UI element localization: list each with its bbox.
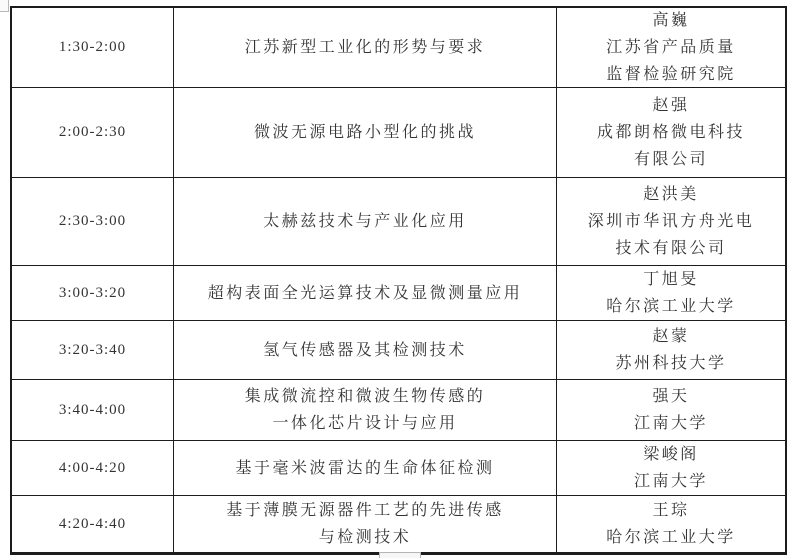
talk-title-cell bbox=[174, 321, 557, 380]
time-cell bbox=[12, 266, 174, 321]
time-text: 4:20-4:40 bbox=[58, 515, 127, 532]
title-line: 一体化芯片设计与应用 bbox=[272, 415, 458, 432]
speaker-affiliation-line: 江苏省产品质量 bbox=[606, 39, 736, 56]
speaker-cell bbox=[557, 380, 785, 441]
title-line: 超构表面全光运算技术及显微测量应用 bbox=[207, 284, 523, 302]
time-text: 1:30-2:00 bbox=[58, 39, 127, 55]
speaker-name: 强天 bbox=[652, 388, 690, 405]
title-line: 基于薄膜无源器件工艺的先进传感 bbox=[226, 502, 504, 519]
title-line: 太赫兹技术与产业化应用 bbox=[263, 213, 467, 230]
speaker-cell bbox=[557, 266, 785, 321]
speaker-affiliation-line: 哈尔滨工业大学 bbox=[606, 529, 736, 546]
speaker-name: 王琮 bbox=[652, 502, 690, 519]
time-text: 4:00-4:20 bbox=[58, 459, 127, 476]
talk-title-cell bbox=[174, 380, 557, 441]
speaker-affiliation-line: 江南大学 bbox=[633, 473, 708, 490]
time-text: 2:00-2:30 bbox=[58, 124, 127, 140]
time-cell bbox=[12, 8, 174, 88]
talk-title-cell bbox=[174, 441, 557, 496]
speaker-affiliation-line: 技术有限公司 bbox=[615, 240, 727, 257]
talk-title-cell bbox=[174, 496, 557, 552]
title-line: 微波无源电路小型化的挑战 bbox=[253, 124, 476, 141]
speaker-affiliation-line: 苏州科技大学 bbox=[615, 355, 727, 372]
time-text: 2:30-3:00 bbox=[58, 213, 127, 229]
schedule-table bbox=[10, 6, 787, 555]
title-line: 基于毫米波雷达的生命体征检测 bbox=[235, 459, 495, 477]
speaker-affiliation-line: 成都朗格微电科技 bbox=[596, 124, 745, 141]
time-cell bbox=[12, 88, 174, 178]
speaker-affiliation-line: 监督检验研究院 bbox=[606, 66, 736, 83]
time-cell bbox=[12, 441, 174, 496]
speaker-name: 赵洪美 bbox=[643, 186, 699, 203]
time-cell bbox=[12, 178, 174, 266]
title-line: 集成微流控和微波生物传感的 bbox=[244, 388, 486, 405]
title-line: 与检测技术 bbox=[318, 529, 412, 546]
speaker-name: 赵强 bbox=[652, 97, 690, 114]
talk-title-cell bbox=[174, 88, 557, 178]
speaker-cell bbox=[557, 441, 785, 496]
time-text: 3:40-4:00 bbox=[58, 401, 127, 418]
speaker-cell bbox=[557, 88, 785, 178]
time-cell bbox=[12, 321, 174, 380]
speaker-cell bbox=[557, 496, 785, 552]
speaker-name: 高巍 bbox=[652, 12, 690, 29]
speaker-cell bbox=[557, 178, 785, 266]
speaker-name: 赵蒙 bbox=[652, 328, 690, 345]
speaker-name: 丁旭旻 bbox=[643, 271, 699, 288]
speaker-affiliation-line: 哈尔滨工业大学 bbox=[606, 298, 736, 315]
speaker-affiliation-line: 江南大学 bbox=[633, 415, 708, 432]
title-line: 氢气传感器及其检测技术 bbox=[263, 341, 467, 359]
talk-title-cell bbox=[174, 266, 557, 321]
time-text: 3:20-3:40 bbox=[58, 341, 127, 358]
time-cell bbox=[12, 496, 174, 552]
speaker-cell bbox=[557, 321, 785, 380]
cropped-handle-icon bbox=[379, 552, 421, 558]
time-text: 3:00-3:20 bbox=[58, 284, 127, 301]
cropped-table-handle-icon bbox=[0, 0, 9, 12]
talk-title-cell bbox=[174, 8, 557, 88]
talk-title-cell bbox=[174, 178, 557, 266]
time-cell bbox=[12, 380, 174, 441]
title-line: 江苏新型工业化的形势与要求 bbox=[244, 39, 486, 56]
speaker-affiliation-line: 有限公司 bbox=[633, 151, 708, 168]
speaker-name: 梁峻阁 bbox=[643, 446, 699, 463]
speaker-affiliation-line: 深圳市华讯方舟光电 bbox=[587, 213, 755, 230]
speaker-cell bbox=[557, 8, 785, 88]
